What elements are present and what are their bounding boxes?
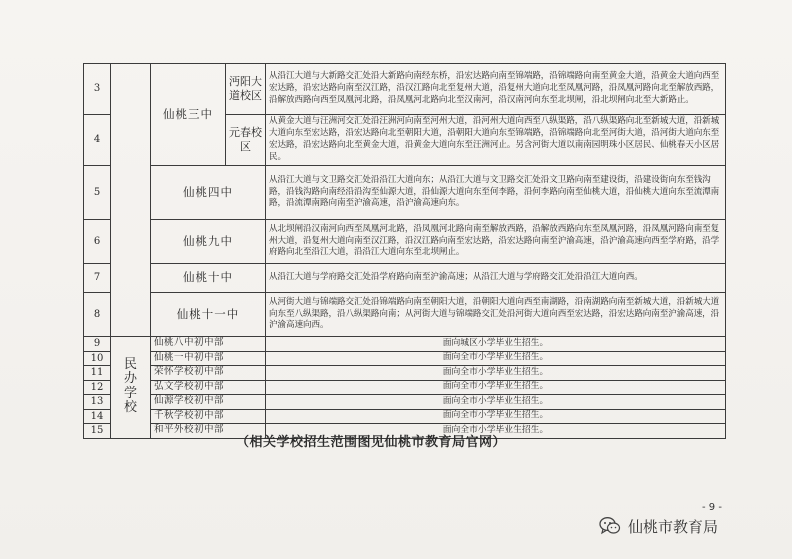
row-number: 15 (84, 424, 111, 439)
row-number: 4 (84, 115, 111, 166)
school-name: 仙桃一中初中部 (151, 351, 266, 366)
school-name: 仙桃三中 (151, 64, 226, 166)
private-school-type-cell (111, 337, 151, 439)
school-name: 和平外校初中部 (151, 424, 266, 439)
school-name: 荣怀学校初中部 (151, 366, 266, 381)
zone-description: 面向全市小学毕业生招生。 (266, 424, 726, 439)
school-name: 仙源学校初中部 (151, 395, 266, 410)
zone-description: 面向全市小学毕业生招生。 (266, 380, 726, 395)
row-number: 8 (84, 293, 111, 337)
table-row (84, 366, 726, 381)
row-number: 11 (84, 366, 111, 381)
row-number: 3 (84, 64, 111, 115)
zone-description: 面向全市小学毕业生招生。 (266, 409, 726, 424)
campus-name: 沔阳大道校区 (226, 64, 266, 115)
page-number: - 9 - (702, 502, 722, 513)
zone-description: 面向全市小学毕业生招生。 (266, 395, 726, 410)
table-row (84, 264, 726, 293)
school-name: 千秋学校初中部 (151, 409, 266, 424)
school-name: 弘文学校初中部 (151, 380, 266, 395)
zone-description: 从沿江大道与文卫路交汇处沿沿江大道向东；从沿江大道与文卫路交汇处沿文卫路向南至建设街，沿建设街向东至钱沟路，沿钱沟路向南经沿沿沟至仙源大道，沿仙源大道向东至何李路，沿何李路向南至仙桃大道，沿仙桃大道向东至流潭南路，沿流潭南路向南至沪渝高速，沿沪渝高速向东。 (266, 166, 726, 220)
zone-description: 从黄金大道与汪洲河交汇处沿汪洲河向南至河州大道，沿河州大道向西至八纵渠路，沿八纵渠路向北至新城大道，沿新城大道向东至宏达路，沿宏达路向北至朝阳大道，沿朝阳大道向东至锦端路，沿锦端路向北至河街大道，沿河街大道向东至宏达路，沿宏达路向北至黄金大道，沿黄金大道向东至汪洲河止。另含河街大道以南南园明珠小区居民、仙桃春天小区居民。 (266, 115, 726, 166)
zone-description: 面向全市小学毕业生招生。 (266, 366, 726, 381)
table-row (84, 409, 726, 424)
watermark (598, 514, 718, 538)
row-number: 13 (84, 395, 111, 410)
enrollment-zone-table (83, 63, 726, 439)
row-number: 10 (84, 351, 111, 366)
table-row (84, 395, 726, 410)
school-name: 仙桃九中 (151, 220, 266, 264)
zone-description: 面向全市小学毕业生招生。 (266, 351, 726, 366)
zone-description: 从河街大道与锦端路交汇处沿锦端路向南至朝阳大道，沿朝阳大道向西至南湖路，沿南湖路向南至新城大道，沿新城大道向东至八纵渠路，沿八纵渠路向南；从河街大道与锦端路交汇处沿河街大道向西至宏达路，沿宏达路向南至沪渝高速，沿沪渝高速向西。 (266, 293, 726, 337)
zone-description: 面向城区小学毕业生招生。 (266, 337, 726, 352)
row-number: 9 (84, 337, 111, 352)
public-school-type-cell (111, 64, 151, 337)
private-school-label: 民办学校 (124, 357, 138, 415)
school-name: 仙桃四中 (151, 166, 266, 220)
row-number: 6 (84, 220, 111, 264)
school-name: 仙桃十一中 (151, 293, 266, 337)
table-row (84, 380, 726, 395)
zone-description: 从沿江大道与学府路交汇处沿学府路向南至沪渝高速；从沿江大道与学府路交汇处沿沿江大道向西。 (266, 264, 726, 293)
table-row (84, 351, 726, 366)
table-row (84, 166, 726, 220)
school-name: 仙桃八中初中部 (151, 337, 266, 352)
row-number: 14 (84, 409, 111, 424)
table-row (84, 293, 726, 337)
row-number: 7 (84, 264, 111, 293)
wechat-logo-icon (598, 514, 622, 538)
row-number: 12 (84, 380, 111, 395)
table-row (84, 64, 726, 115)
zone-description: 从沿江大道与大新路交汇处沿大新路向南经东桥，沿宏达路向南至锦端路，沿锦端路向南至黄金大道，沿黄金大道向西至宏达路，沿宏达路向南至汉江路，沿汉江路向北至复州大道，沿复州大道向北至凤凰河路，沿凤凰河路向北至解放西路，沿解放西路向西至凤凰河北路，沿凤凰河北路向北至汉南河，沿汉南河向东至北坝闸，沿北坝闸向北至大新路止。 (266, 64, 726, 115)
watermark-text: 仙桃市教育局 (628, 517, 719, 536)
zone-description: 从北坝闸沿汉南河向西至凤凰河北路，沿凤凰河北路向南至解放西路，沿解放西路向东至凤凰河路，沿凤凰河路向南至复州大道，沿复州大道向南至汉江路，沿汉江路向南至宏达路，沿宏达路向南至沪渝高速，沿沪渝高速向西至学府路，沿学府路向北至沿江大道，沿沿江大道向东至北坝闸止。 (266, 220, 726, 264)
school-name: 仙桃十中 (151, 264, 266, 293)
row-number: 5 (84, 166, 111, 220)
table-row (84, 220, 726, 264)
footnote: （相关学校招生范围图见仙桃市教育局官网） (236, 435, 507, 450)
campus-name: 元春校区 (226, 115, 266, 166)
table-row (84, 337, 726, 352)
